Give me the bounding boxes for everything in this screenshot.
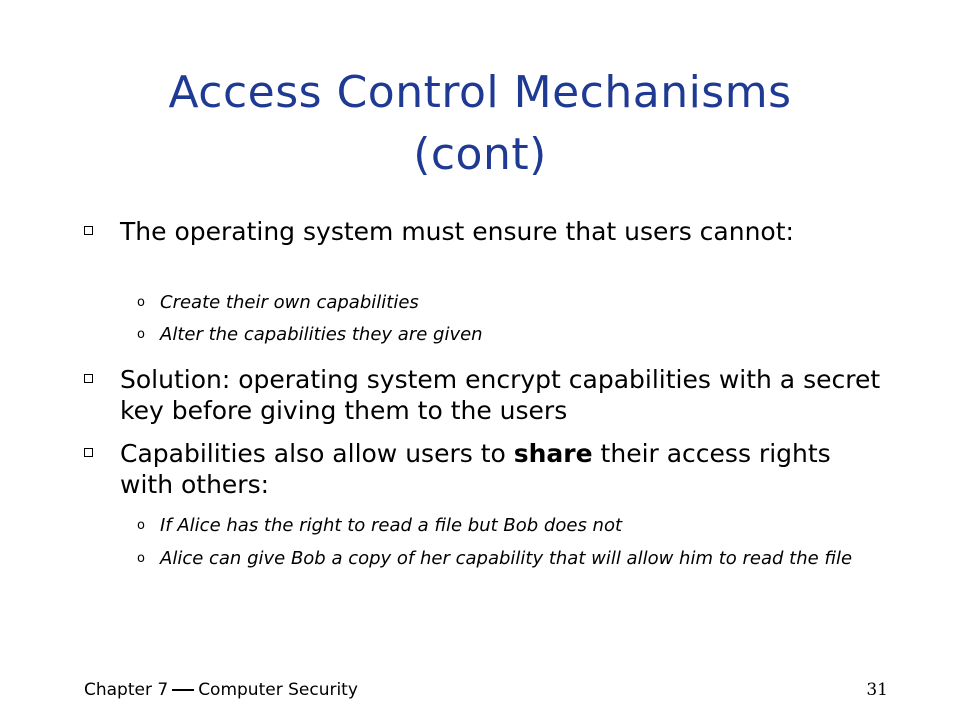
sub-bullet-text: Alice can give Bob a copy of her capability that will allow him to read the file <box>160 548 853 569</box>
sub-bullet-text: Alter the capabilities they are given <box>160 324 483 345</box>
circle-bullet-icon: o <box>137 518 145 533</box>
bullet-item <box>84 438 884 500</box>
circle-bullet-icon: o <box>137 327 145 342</box>
square-bullet-icon <box>84 448 93 457</box>
sub-bullet-text: If Alice has the right to read a file but Bob does not <box>160 515 623 536</box>
bullet-item <box>84 216 884 247</box>
footer-topic: Computer Security <box>198 680 358 700</box>
circle-bullet-icon: o <box>137 295 145 310</box>
footer-chapter <box>84 679 358 701</box>
sub-bullet-item <box>137 513 887 538</box>
bullet-text <box>120 438 884 500</box>
square-bullet-icon <box>84 374 93 383</box>
sub-bullet-item <box>137 322 887 347</box>
footer-chapter-label: Chapter 7 <box>84 680 169 700</box>
slide-title-line-1: Access Control Mechanisms <box>168 67 792 118</box>
sub-bullet-item <box>137 546 887 571</box>
dash-divider <box>172 689 194 691</box>
bullet-item <box>84 364 884 426</box>
bullet-text-part: their access rights with others: <box>120 439 831 499</box>
square-bullet-icon <box>84 226 93 235</box>
bullet-text-emphasis: share <box>513 439 593 468</box>
slide-title-line-2: (cont) <box>413 129 547 180</box>
bullet-text-part: Capabilities also allow users to <box>120 439 514 468</box>
page-number: 31 <box>866 680 888 700</box>
bullet-text: Solution: operating system encrypt capabilities with a secret key before giving them to the users <box>120 365 881 425</box>
circle-bullet-icon: o <box>137 551 145 566</box>
bullet-text: The operating system must ensure that users cannot: <box>120 217 794 246</box>
sub-bullet-text: Create their own capabilities <box>160 292 419 313</box>
sub-bullet-item <box>137 290 887 315</box>
